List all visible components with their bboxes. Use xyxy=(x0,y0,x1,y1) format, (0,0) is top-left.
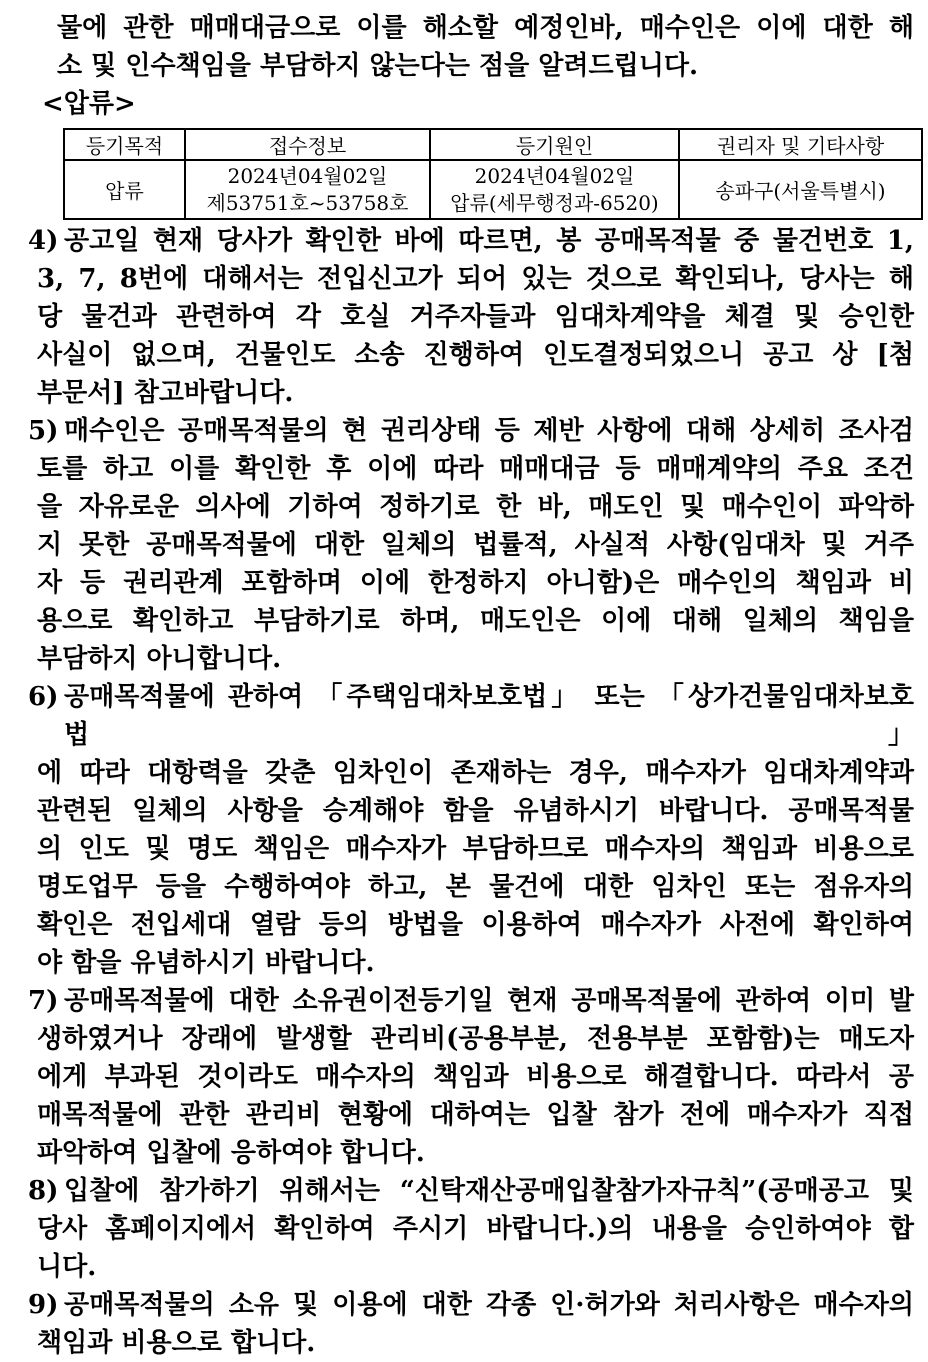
item-line: 확인은 전입세대 열람 등의 방법을 이용하여 매수자가 사전에 확인하여 xyxy=(37,910,914,940)
item-first-line xyxy=(0,678,928,754)
seizure-table xyxy=(63,128,923,220)
cell-purpose: 압류 xyxy=(64,160,185,219)
item-number: 9) xyxy=(28,1290,59,1320)
item-line: 을 자유로운 의사에 기하여 정하기로 한 바, 매도인 및 매수인이 파악하 xyxy=(37,492,914,522)
notice-item-4 xyxy=(0,222,928,412)
item-line: 부문서] 참고바랍니다. xyxy=(37,378,294,408)
item-line: 생하였거나 장래에 발생할 관리비(공용부분, 전용부분 포함함)는 매도자 xyxy=(37,1024,914,1054)
item-number: 6) xyxy=(28,682,59,712)
item-line: 공매목적물에 대한 소유권이전등기일 현재 공매목적물에 관하여 이미 발 xyxy=(64,986,914,1016)
col-header-rights-holder: 권리자 및 기타사항 xyxy=(679,129,922,160)
table-row xyxy=(64,160,922,219)
item-line: 책임과 비용으로 합니다. xyxy=(37,1328,316,1358)
item-line: 당사 홈페이지에서 확인하여 주시기 바랍니다.)의 내용을 승인하여야 합 xyxy=(37,1214,914,1244)
col-header-registration-cause: 등기원인 xyxy=(430,129,679,160)
item-first-line xyxy=(0,1172,928,1210)
item-line: 용으로 확인하고 부담하기로 하며, 매도인은 이에 대해 일체의 책임을 xyxy=(37,606,914,636)
seizure-table-wrapper xyxy=(63,128,928,220)
item-line: 에게 부과된 것이라도 매수자의 책임과 비용으로 해결합니다. 따라서 공 xyxy=(37,1062,914,1092)
cause-date: 2024년04월02일 xyxy=(474,163,635,188)
notice-item-8 xyxy=(0,1172,928,1286)
item-number: 7) xyxy=(28,986,59,1016)
cause-detail: 압류(세무행정과-6520) xyxy=(450,190,659,215)
item-number: 5) xyxy=(28,416,59,446)
cell-receipt-info xyxy=(185,160,430,219)
item-line: 에 따라 대항력을 갖춘 임차인이 존재하는 경우, 매수자가 임대차계약과 xyxy=(37,758,914,788)
item-number: 4) xyxy=(28,226,59,256)
receipt-number: 제53751호~53758호 xyxy=(206,190,409,215)
item-line: 공고일 현재 당사가 확인한 바에 따르면, 봉 공매목적물 중 물건번호 1, xyxy=(64,226,914,256)
item-first-line xyxy=(0,412,928,450)
item-line: 파악하여 입찰에 응하여야 합니다. xyxy=(37,1138,425,1168)
seizure-heading: <압류> xyxy=(42,89,136,119)
item-line: 매목적물에 관한 관리비 현황에 대하여는 입찰 참가 전에 매수자가 직접 xyxy=(37,1100,914,1130)
item-first-line xyxy=(0,222,928,260)
item-number: 8) xyxy=(28,1176,59,1206)
cell-rights-holder: 송파구(서울특별시) xyxy=(679,160,922,219)
notice-item-6 xyxy=(0,678,928,982)
col-header-registration-purpose: 등기목적 xyxy=(64,129,185,160)
item-line: 의 인도 및 명도 책임은 매수자가 부담하므로 매수자의 책임과 비용으로 xyxy=(37,834,914,864)
item-first-line xyxy=(0,1286,928,1324)
intro-line: 소 및 인수책임을 부담하지 않는다는 점을 알려드립니다. xyxy=(57,51,699,81)
item-line: 관련된 일체의 사항을 승계해야 함을 유념하시기 바랍니다. 공매목적물 xyxy=(37,796,914,826)
item-line: 부담하지 아니합니다. xyxy=(37,644,282,674)
item-line: 야 함을 유념하시기 바랍니다. xyxy=(37,948,375,978)
item-line: 입찰에 참가하기 위해서는 “신탁재산공매입찰참가자규칙”(공매공고 및 xyxy=(64,1176,914,1206)
receipt-date: 2024년04월02일 xyxy=(227,163,388,188)
item-line: 공매목적물의 소유 및 이용에 대한 각종 인·허가와 처리사항은 매수자의 xyxy=(64,1290,914,1320)
item-line: 사실이 없으며, 건물인도 소송 진행하여 인도결정되었으니 공고 상 [첨 xyxy=(37,340,914,370)
notice-item-9 xyxy=(0,1286,928,1362)
cell-cause xyxy=(430,160,679,219)
item-line: 토를 하고 이를 확인한 후 이에 따라 매매대금 등 매매계약의 주요 조건 xyxy=(37,454,914,484)
col-header-receipt-info: 접수정보 xyxy=(185,129,430,160)
item-line: 매수인은 공매목적물의 현 권리상태 등 제반 사항에 대해 상세히 조사검 xyxy=(64,416,914,446)
intro-paragraph xyxy=(0,9,928,85)
notice-list xyxy=(0,222,928,1362)
table-header-row xyxy=(64,129,922,160)
item-line: 당 물건과 관련하여 각 호실 거주자들과 임대차계약을 체결 및 승인한 xyxy=(37,302,914,332)
notice-item-5 xyxy=(0,412,928,678)
notice-item-7 xyxy=(0,982,928,1172)
item-line: 3, 7, 8번에 대해서는 전입신고가 되어 있는 것으로 확인되나, 당사는 해 xyxy=(37,264,914,294)
item-first-line xyxy=(0,982,928,1020)
item-line: 명도업무 등을 수행하여야 하고, 본 물건에 대한 임차인 또는 점유자의 xyxy=(37,872,914,902)
intro-line: 물에 관한 매매대금으로 이를 해소할 예정인바, 매수인은 이에 대한 해 xyxy=(57,13,914,43)
item-line: 공매목적물에 관하여 「주택임대차보호법」 또는 「상가건물임대차보호법」 xyxy=(64,682,914,750)
item-line: 지 못한 공매목적물에 대한 일체의 법률적, 사실적 사항(임대차 및 거주 xyxy=(37,530,914,560)
item-line: 니다. xyxy=(37,1252,97,1282)
item-line: 자 등 권리관계 포함하며 이에 한정하지 아니함)은 매수인의 책임과 비 xyxy=(37,568,914,598)
